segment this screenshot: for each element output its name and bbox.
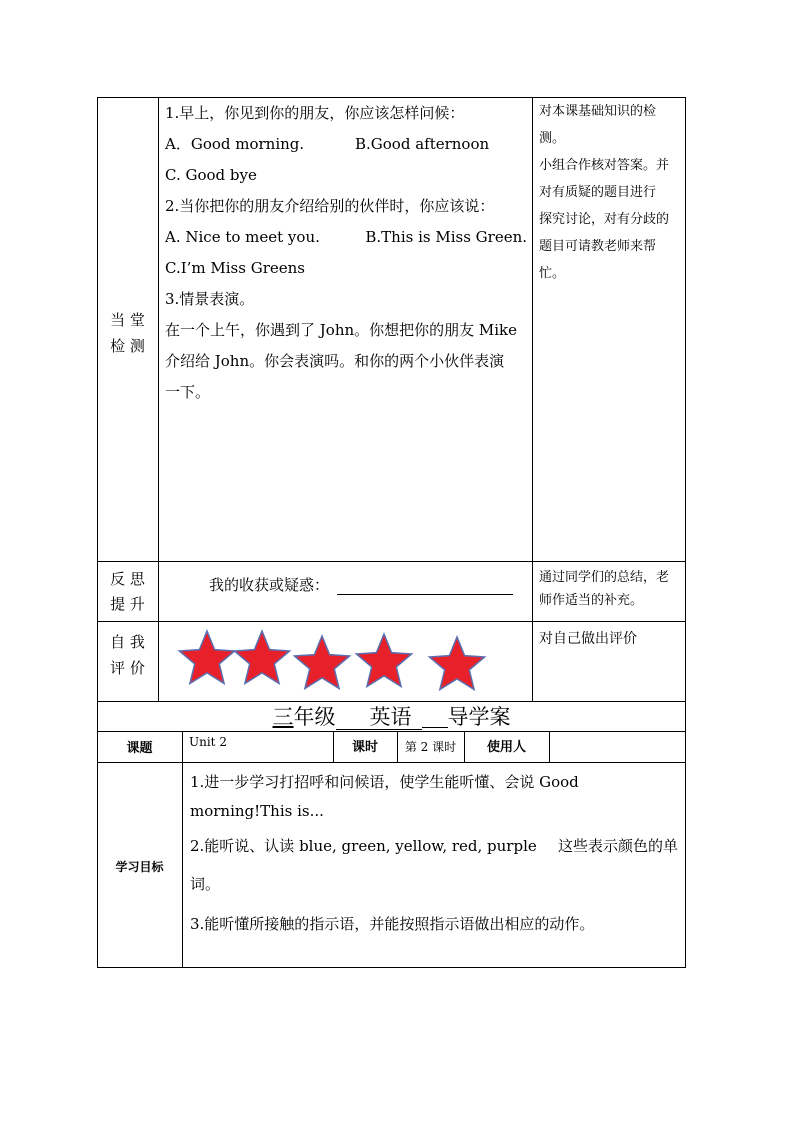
goal-line-4: 词。: [190, 875, 221, 893]
star-icon[interactable]: [179, 631, 234, 684]
rating-stars: [170, 625, 500, 695]
topic-label: 课题: [126, 741, 153, 756]
subject-value: 英语: [336, 705, 422, 730]
goal-2-desc: 这些表示颜色的单: [557, 837, 678, 855]
grade-suffix: 年级: [293, 705, 336, 729]
goal-line-1: [190, 772, 678, 801]
reflection-answer-line[interactable]: [337, 594, 513, 595]
period-label: 课时: [351, 740, 378, 755]
reflection-label-line2: 提 升: [110, 595, 145, 613]
question-3-text-3: 一下。: [165, 383, 211, 401]
option-1b: B.Good afternoon: [355, 135, 490, 153]
subject-underline: [422, 703, 448, 728]
option-2b: B.This is Miss Green.: [365, 228, 527, 246]
test-note-line: 对有质疑的题目进行: [539, 185, 657, 200]
title-suffix: 导学案: [447, 705, 511, 729]
self-eval-label-line1: 自 我: [110, 633, 145, 651]
question-1: 1.早上，你见到你的朋友，你应该怎样问候：: [165, 104, 465, 122]
star-icon[interactable]: [429, 637, 484, 690]
test-label-line1: 当 堂: [110, 311, 145, 329]
plan-title: [97, 703, 686, 731]
reflection-note: [539, 569, 681, 615]
question-3-text-1: 在一个上午，你遇到了 John。你想把你的朋友 Mike: [165, 321, 518, 339]
goal-line-2: morning!This is...: [190, 802, 324, 820]
reflection-label: [97, 567, 158, 617]
star-icon[interactable]: [294, 636, 349, 689]
goal-line-5: 3.能听懂所接触的指示语，并能按照指示语做出相应的动作。: [190, 915, 595, 933]
test-label-line2: 检 测: [110, 337, 145, 355]
goals-content: [190, 772, 678, 944]
question-1-options-row: [165, 134, 527, 165]
test-questions: [165, 103, 527, 413]
question-2-options-row: [165, 227, 527, 258]
question-3: 3.情景表演。: [165, 290, 255, 308]
grade-value: 三: [272, 705, 294, 729]
test-note-line: 题目可请教老师来帮: [539, 239, 657, 254]
goal-line-3: [190, 836, 678, 874]
test-section-label: [97, 307, 158, 359]
topic-value: Unit 2: [189, 735, 227, 749]
reflection-label-line1: 反 思: [110, 570, 145, 588]
option-2a: A. Nice to meet you.: [165, 228, 320, 246]
goal-1-text: 1.进一步学习打招呼和问候语，使学生能听懂、会说 Good: [190, 773, 579, 791]
user-label: 使用人: [486, 740, 526, 755]
self-eval-note: 对自己做出评价: [539, 631, 637, 647]
option-2c: C.I’m Miss Greens: [165, 259, 305, 277]
test-note-line: 探究讨论，对有分歧的: [539, 212, 670, 227]
star-icon[interactable]: [356, 634, 411, 687]
goal-2-words: 2.能听说、认读 blue, green, yellow, red, purple: [190, 837, 537, 855]
option-1c: C. Good bye: [165, 166, 257, 184]
self-eval-label: [97, 629, 158, 681]
test-note-line: 对本课基础知识的检: [539, 104, 657, 119]
reflection-note-line: 师作适当的补充。: [539, 593, 644, 608]
self-eval-label-line2: 评 价: [110, 659, 145, 677]
question-3-text-2: 介绍给 John。你会表演吗。和你的两个小伙伴表演: [165, 352, 505, 370]
test-note-line: 忙。: [539, 266, 566, 281]
goals-label: 学习目标: [115, 860, 164, 874]
test-note: [539, 103, 681, 292]
test-note-line: 小组合作核对答案。并: [539, 158, 670, 173]
star-icon[interactable]: [234, 631, 289, 684]
question-2: 2.当你把你的朋友介绍给别的伙伴时，你应该说：: [165, 197, 495, 215]
reflection-note-line: 通过同学们的总结，老: [539, 570, 670, 585]
period-value: 第 2 课时: [404, 740, 457, 754]
option-1a: A．Good morning.: [165, 135, 305, 153]
reflection-prompt: 我的收获或疑惑：: [209, 576, 330, 594]
test-note-line: 测。: [539, 131, 566, 146]
